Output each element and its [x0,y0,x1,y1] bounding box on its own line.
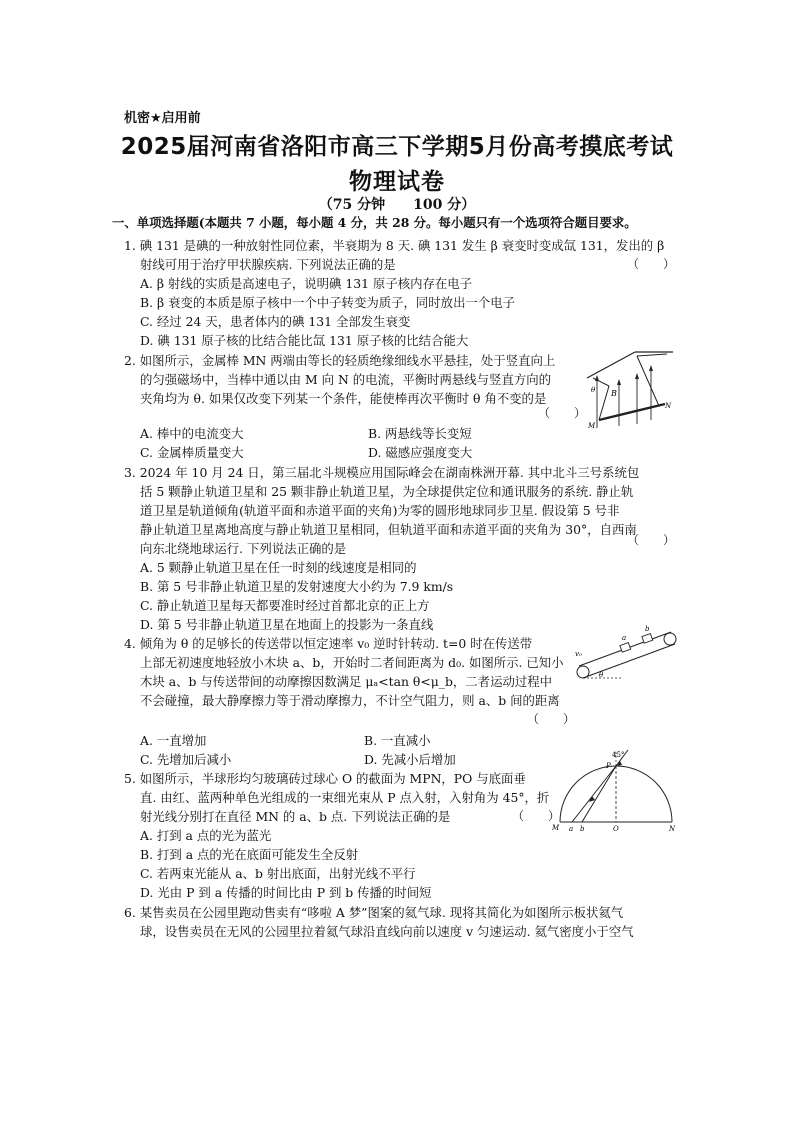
q5-fig-m: M [552,824,560,832]
q5-line-3: 射光线分别打在直径 MN 的 a、b 点. 下列说法正确的是 [140,809,451,824]
q6-line-2: 球，设售卖员在无风的公园里拉着氦气球沿直线向前以速度 v 匀速运动. 氦气密度小于空气 [140,924,634,939]
q5-line-1: 5. 如图所示，半球形均匀玻璃砖过球心 O 的截面为 MPN，PO 与底面垂 [124,771,526,786]
exam-title: 2025届河南省洛阳市高三下学期5月份高考摸底考试 [120,134,674,160]
q4-fig-theta: θ [599,671,604,679]
q2-option-c: C. 金属棒质量变大 [140,445,244,460]
q2-option-a: A. 棒中的电流变大 [140,426,244,441]
q4-line-3: 木块 a、b 与传送带间的动摩擦因数满足 μₐ<tan θ<μ_b，二者运动过程中 [140,674,553,689]
section-heading: 一、单项选择题(本题共 7 小题，每小题 4 分，共 28 分。每小题只有一个选项符合题目要求。 [112,215,637,230]
exam-time-info: （75 分钟 100 分） [318,197,476,213]
confidential-mark: 机密★启用前 [124,111,201,126]
q5-line-2: 直. 由红、蓝两种单色光组成的一束细光束从 P 点入射，入射角为 45°，折 [140,790,550,805]
q1-option-d: D. 碘 131 原子核的比结合能比氙 131 原子核的比结合能大 [140,333,469,348]
q4-fig-a: a [622,634,627,642]
q2-answer-paren: （ ） [538,406,587,420]
q3-line-2: 括 5 颗静止轨道卫星和 25 颗非静止轨道卫星，为全球提供定位和通讯服务的系统. 静止轨 [140,484,634,499]
q2-option-d: D. 磁感应强度变大 [368,445,473,460]
q5-option-d: D. 光由 P 到 a 传播的时间比由 P 到 b 传播的时间短 [140,885,432,900]
q2-fig-m: M [588,422,596,430]
q1-option-a: A. β 射线的实质是高速电子，说明碘 131 原子核内存在电子 [140,276,473,291]
q5-fig-b: b [580,825,585,833]
q5-fig-angle: 45° [612,751,625,759]
q2-line-2: 的匀强磁场中，当棒中通以由 M 向 N 的电流，平衡时两悬线与竖直方向的 [140,372,552,387]
q3-option-a: A. 5 颗静止轨道卫星在任一时刻的线速度是相同的 [140,560,417,575]
q3-line-5: 向东北绕地球运行. 下列说法正确的是 [140,541,347,556]
q4-fig-v0: v₀ [575,650,582,658]
q3-option-d: D. 第 5 号非静止轨道卫星在地面上的投影为一条直线 [140,617,434,632]
q4-conveyor-figure [575,618,677,682]
q5-fig-o: O [613,825,619,833]
q2-line-3: 夹角均为 θ. 如果仅改变下列某一个条件，能使棒再次平衡时 θ 角不变的是 [140,391,547,406]
q4-option-a: A. 一直增加 [140,733,207,748]
q2-magnetic-figure [585,348,675,432]
q4-line-4: 不会碰撞，最大静摩擦力等于滑动摩擦力，不计空气阻力，则 a、b 间的距离 [140,693,560,708]
q5-option-a: A. 打到 a 点的光为蓝光 [140,828,272,843]
q2-fig-b: B [611,389,617,398]
q3-option-c: C. 静止轨道卫星每天都要准时经过首都北京的正上方 [140,598,430,613]
q4-fig-b: b [645,625,650,633]
q2-option-b: B. 两悬线等长变短 [368,426,472,441]
q3-option-b: B. 第 5 号非静止轨道卫星的发射速度大小约为 7.9 km/s [140,579,454,594]
q5-glass-hemisphere-figure [552,748,678,834]
q2-line-1: 2. 如图所示，金属棒 MN 两端由等长的轻质绝缘细线水平悬挂，处于竖直向上 [124,353,556,368]
q1-option-c: C. 经过 24 天，患者体内的碘 131 全部发生衰变 [140,314,411,329]
q2-fig-n: N [665,402,672,410]
q3-answer-paren: （ ） [627,533,676,547]
q3-line-3: 道卫星是轨道倾角(轨道平面和赤道平面的夹角)为零的圆形地球同步卫星. 假设第 5 号非 [140,503,620,518]
exam-subtitle: 物理试卷 [349,169,445,195]
q4-option-b: B. 一直减小 [364,733,431,748]
q4-answer-paren: （ ） [527,712,576,726]
q1-line-2: 射线可用于治疗甲状腺疾病. 下列说法正确的是 [140,257,396,272]
q4-option-d: D. 先减小后增加 [364,752,456,767]
q4-option-c: C. 先增加后减小 [140,752,232,767]
q5-option-b: B. 打到 a 点的光在底面可能发生全反射 [140,847,359,862]
q3-line-1: 3. 2024 年 10 月 24 日，第三届北斗规模应用国际峰会在湖南株洲开幕. 其中北斗三号系统包 [124,465,640,480]
q5-fig-n: N [669,825,676,833]
q4-line-2: 上部无初速度地轻放小木块 a、b，开始时二者间距离为 d₀. 如图所示. 已知小 [140,655,564,670]
q5-answer-paren: （ ） [512,809,561,823]
q1-line-1: 1. 碘 131 是碘的一种放射性同位素，半衰期为 8 天. 碘 131 发生 β 衰变时变成氙 131，发出的 β [124,238,665,253]
q2-fig-theta: θ [591,386,596,394]
q5-fig-p: P [606,762,611,770]
q1-option-b: B. β 衰变的本质是原子核中一个中子转变为质子，同时放出一个电子 [140,295,516,310]
q1-answer-paren: （ ） [627,257,676,271]
q3-line-4: 静止轨道卫星离地高度与静止轨道卫星相同，但轨道平面和赤道平面的夹角为 30°，自西南 [140,522,637,537]
q5-fig-a: a [569,825,574,833]
q5-option-c: C. 若两束光能从 a、b 射出底面，出射光线不平行 [140,866,416,881]
q4-line-1: 4. 倾角为 θ 的足够长的传送带以恒定速率 v₀ 逆时针转动. t=0 时在传送带 [124,636,533,651]
q6-line-1: 6. 某售卖员在公园里跑动售卖有“哆啦 A 梦”图案的氦气球. 现将其简化为如图所示板状氦气 [124,905,624,920]
